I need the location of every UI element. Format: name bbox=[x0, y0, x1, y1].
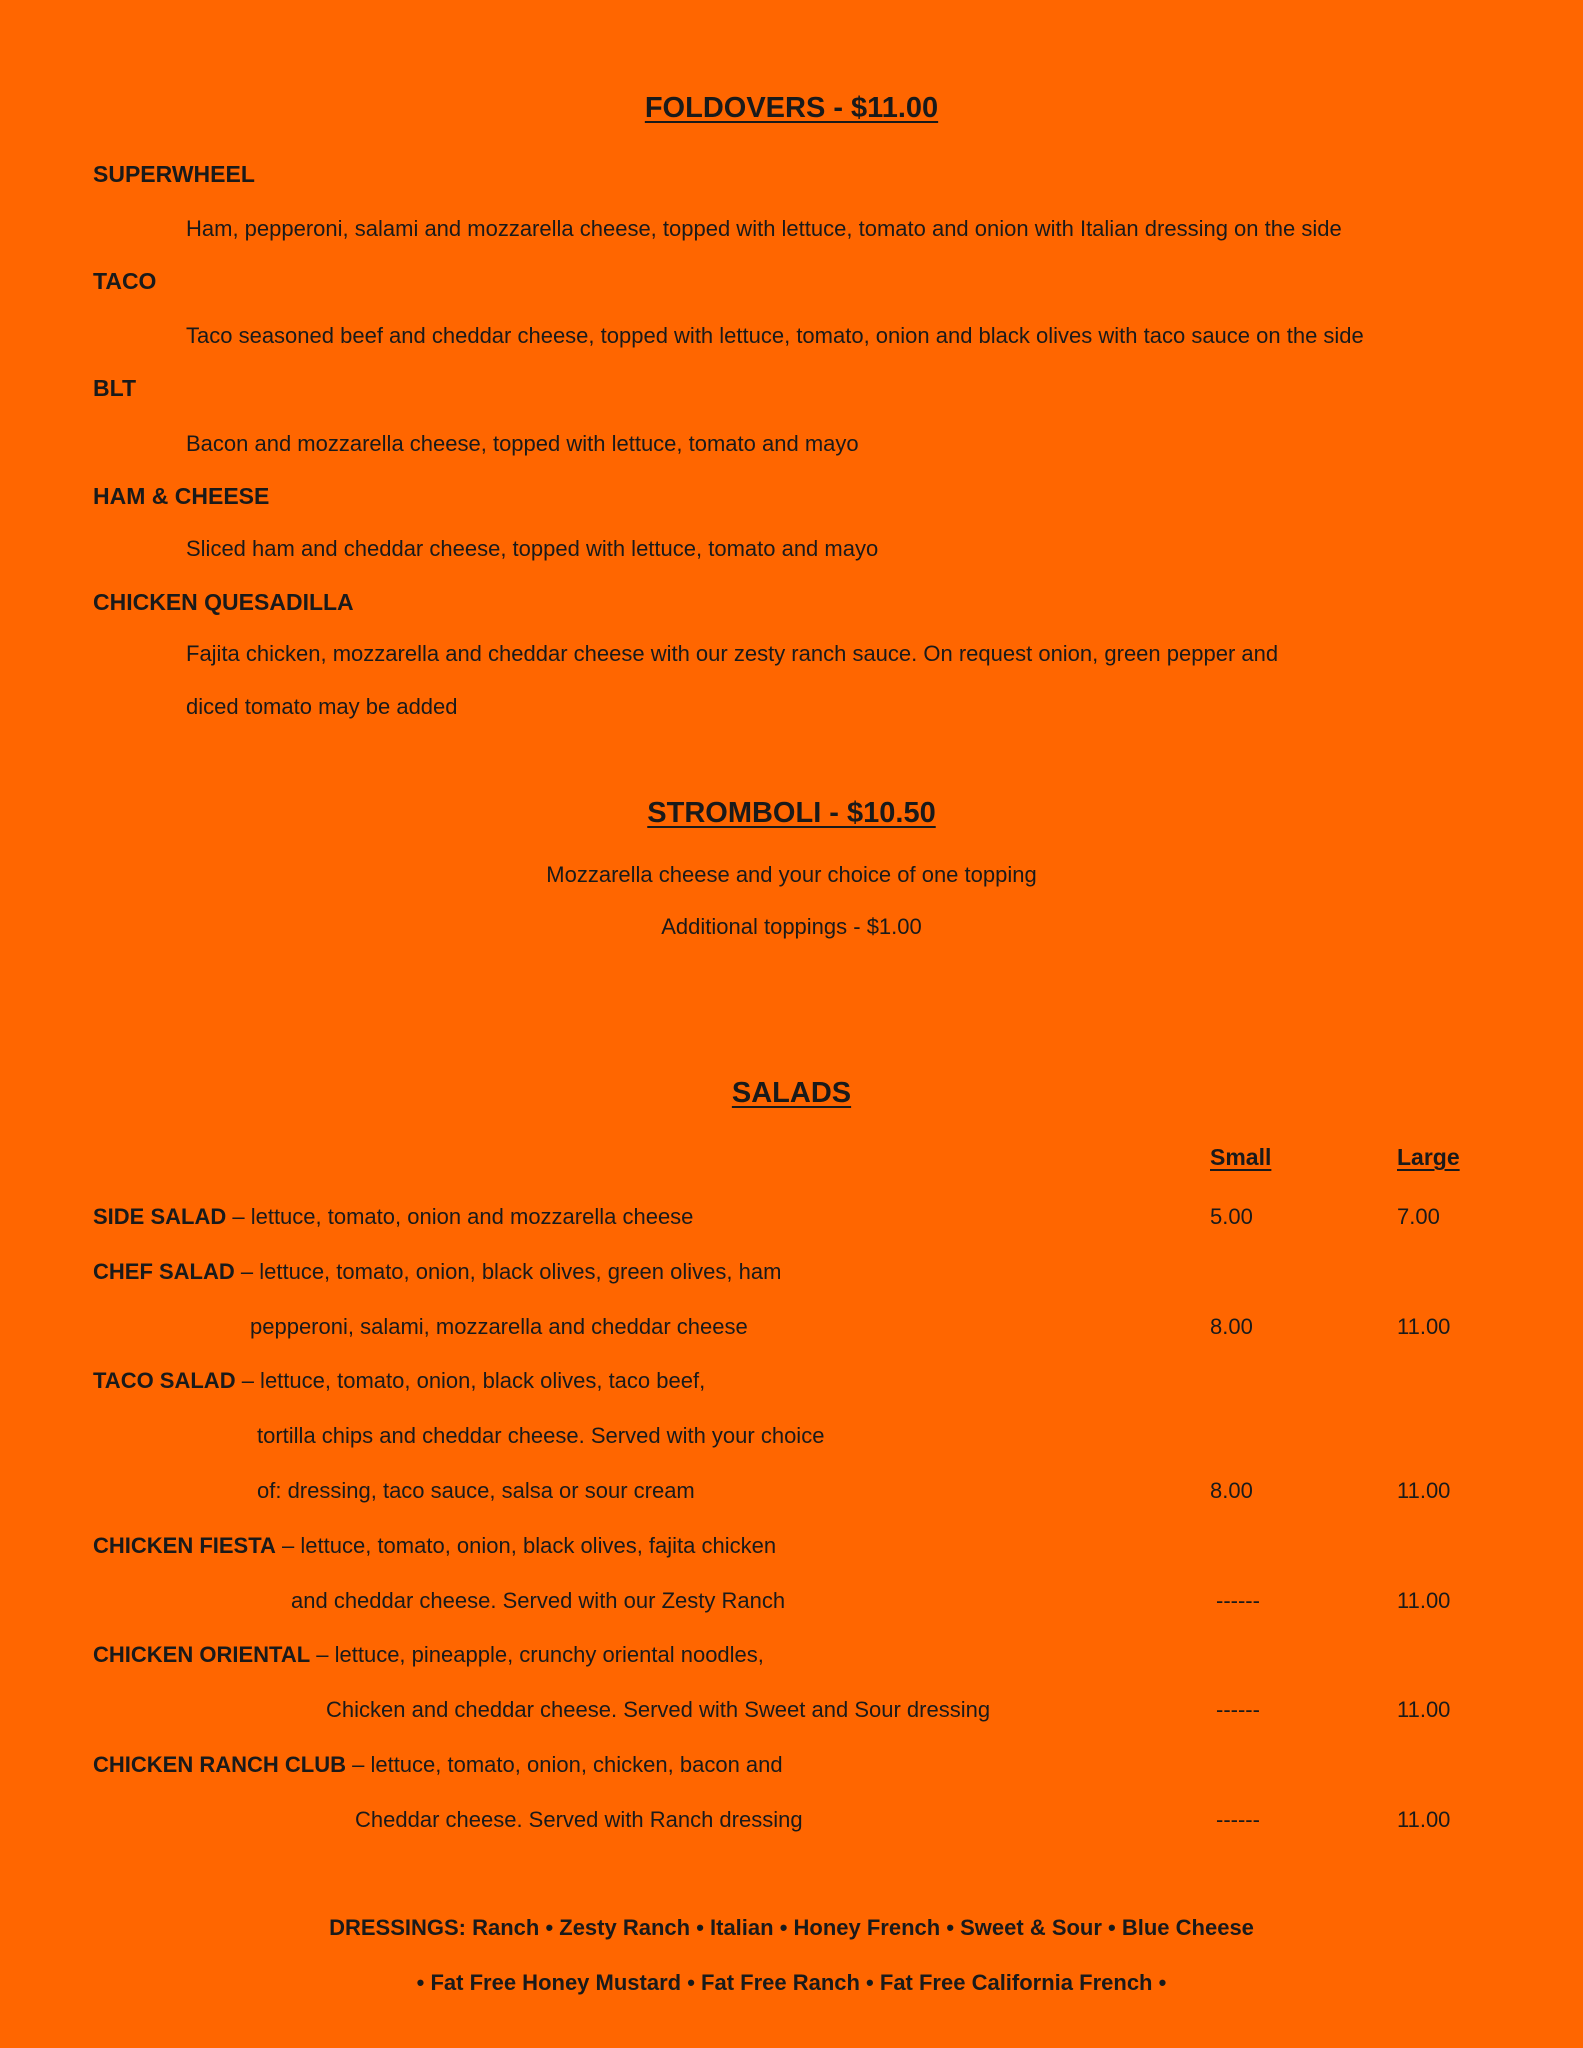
salad-chicken-ranch-club-line bbox=[93, 1752, 783, 1778]
salad-chef-cont-1: pepperoni, salami, mozzarella and cheddar cheese bbox=[250, 1314, 748, 1339]
salad-taco-line bbox=[93, 1368, 705, 1394]
foldover-name-taco: TACO bbox=[93, 268, 157, 294]
salad-desc: – lettuce, tomato, onion, black olives, taco beef, bbox=[235, 1368, 706, 1393]
dressings-line-2: • Fat Free Honey Mustard • Fat Free Ranch • Fat Free California French • bbox=[416, 1970, 1167, 1995]
salads-col-small: Small bbox=[1210, 1144, 1272, 1170]
salad-desc: – lettuce, tomato, onion and mozzarella cheese bbox=[226, 1204, 694, 1229]
salad-chicken-ranch-club-large: 11.00 bbox=[1397, 1807, 1451, 1832]
dressings-line-1: DRESSINGS: Ranch • Zesty Ranch • Italian • Honey French • Sweet & Sour • Blue Cheese bbox=[329, 1915, 1254, 1940]
foldover-name-chicken-quesadilla: CHICKEN QUESADILLA bbox=[93, 589, 354, 615]
salad-chicken-fiesta-small: ------ bbox=[1216, 1588, 1260, 1613]
foldover-desc-ham-cheese: Sliced ham and cheddar cheese, topped with lettuce, tomato and mayo bbox=[186, 536, 879, 561]
foldover-desc-chicken-quesadilla-1: Fajita chicken, mozzarella and cheddar cheese with our zesty ranch sauce. On request onion, green pepper and bbox=[186, 641, 1279, 666]
salad-chef-large: 11.00 bbox=[1397, 1314, 1451, 1339]
salad-taco-small: 8.00 bbox=[1210, 1478, 1253, 1503]
stromboli-title: STROMBOLI - $10.50 bbox=[647, 797, 936, 829]
foldover-name-blt: BLT bbox=[93, 375, 137, 401]
foldover-name-superwheel: SUPERWHEEL bbox=[93, 161, 255, 187]
salad-chicken-oriental-large: 11.00 bbox=[1397, 1697, 1451, 1722]
salad-side-small: 5.00 bbox=[1210, 1204, 1253, 1229]
stromboli-line-1: Mozzarella cheese and your choice of one topping bbox=[546, 862, 1037, 887]
salad-side-large: 7.00 bbox=[1397, 1204, 1440, 1229]
salad-chicken-oriental-small: ------ bbox=[1216, 1697, 1260, 1722]
salad-chicken-fiesta-large: 11.00 bbox=[1397, 1588, 1451, 1613]
salad-taco-cont-2: of: dressing, taco sauce, salsa or sour cream bbox=[257, 1478, 695, 1503]
salad-chicken-oriental-line bbox=[93, 1642, 764, 1668]
salad-chicken-fiesta-line bbox=[93, 1533, 776, 1559]
salad-chicken-oriental-cont-1: Chicken and cheddar cheese. Served with Sweet and Sour dressing bbox=[326, 1697, 991, 1722]
foldover-desc-blt: Bacon and mozzarella cheese, topped with lettuce, tomato and mayo bbox=[186, 431, 859, 456]
foldover-desc-taco: Taco seasoned beef and cheddar cheese, topped with lettuce, tomato, onion and black olives with taco sauce on the side bbox=[186, 323, 1364, 348]
foldover-desc-superwheel: Ham, pepperoni, salami and mozzarella cheese, topped with lettuce, tomato and onion with Italian dressing on the side bbox=[186, 216, 1342, 241]
salad-chicken-fiesta-cont-1: and cheddar cheese. Served with our Zesty Ranch bbox=[291, 1588, 786, 1613]
salad-desc: – lettuce, tomato, onion, black olives, fajita chicken bbox=[275, 1533, 777, 1558]
stromboli-line-2: Additional toppings - $1.00 bbox=[661, 914, 922, 939]
salad-taco-cont-1: tortilla chips and cheddar cheese. Served with your choice bbox=[257, 1423, 825, 1448]
salad-name: TACO SALAD bbox=[93, 1368, 236, 1393]
salad-side-line bbox=[93, 1204, 693, 1230]
salad-desc: – lettuce, tomato, onion, chicken, bacon and bbox=[346, 1752, 783, 1777]
salad-chef-line bbox=[93, 1259, 781, 1285]
foldover-name-ham-cheese: HAM & CHEESE bbox=[93, 483, 270, 509]
salad-name: CHICKEN FIESTA bbox=[93, 1533, 276, 1558]
salads-col-large: Large bbox=[1397, 1144, 1460, 1170]
salad-name: CHICKEN ORIENTAL bbox=[93, 1642, 311, 1667]
salad-chef-small: 8.00 bbox=[1210, 1314, 1253, 1339]
foldovers-title: FOLDOVERS - $11.00 bbox=[644, 92, 939, 124]
salads-title: SALADS bbox=[731, 1077, 852, 1109]
salad-name: SIDE SALAD bbox=[93, 1204, 227, 1229]
salad-desc: – lettuce, pineapple, crunchy oriental noodles, bbox=[310, 1642, 764, 1667]
salad-taco-large: 11.00 bbox=[1397, 1478, 1451, 1503]
salad-chicken-ranch-club-small: ------ bbox=[1216, 1807, 1260, 1832]
salad-chicken-ranch-club-cont-1: Cheddar cheese. Served with Ranch dressing bbox=[355, 1807, 803, 1832]
salad-desc: – lettuce, tomato, onion, black olives, green olives, ham bbox=[234, 1259, 782, 1284]
salad-name: CHICKEN RANCH CLUB bbox=[93, 1752, 346, 1777]
foldover-desc-chicken-quesadilla-2: diced tomato may be added bbox=[186, 694, 458, 719]
salad-name: CHEF SALAD bbox=[93, 1259, 235, 1284]
